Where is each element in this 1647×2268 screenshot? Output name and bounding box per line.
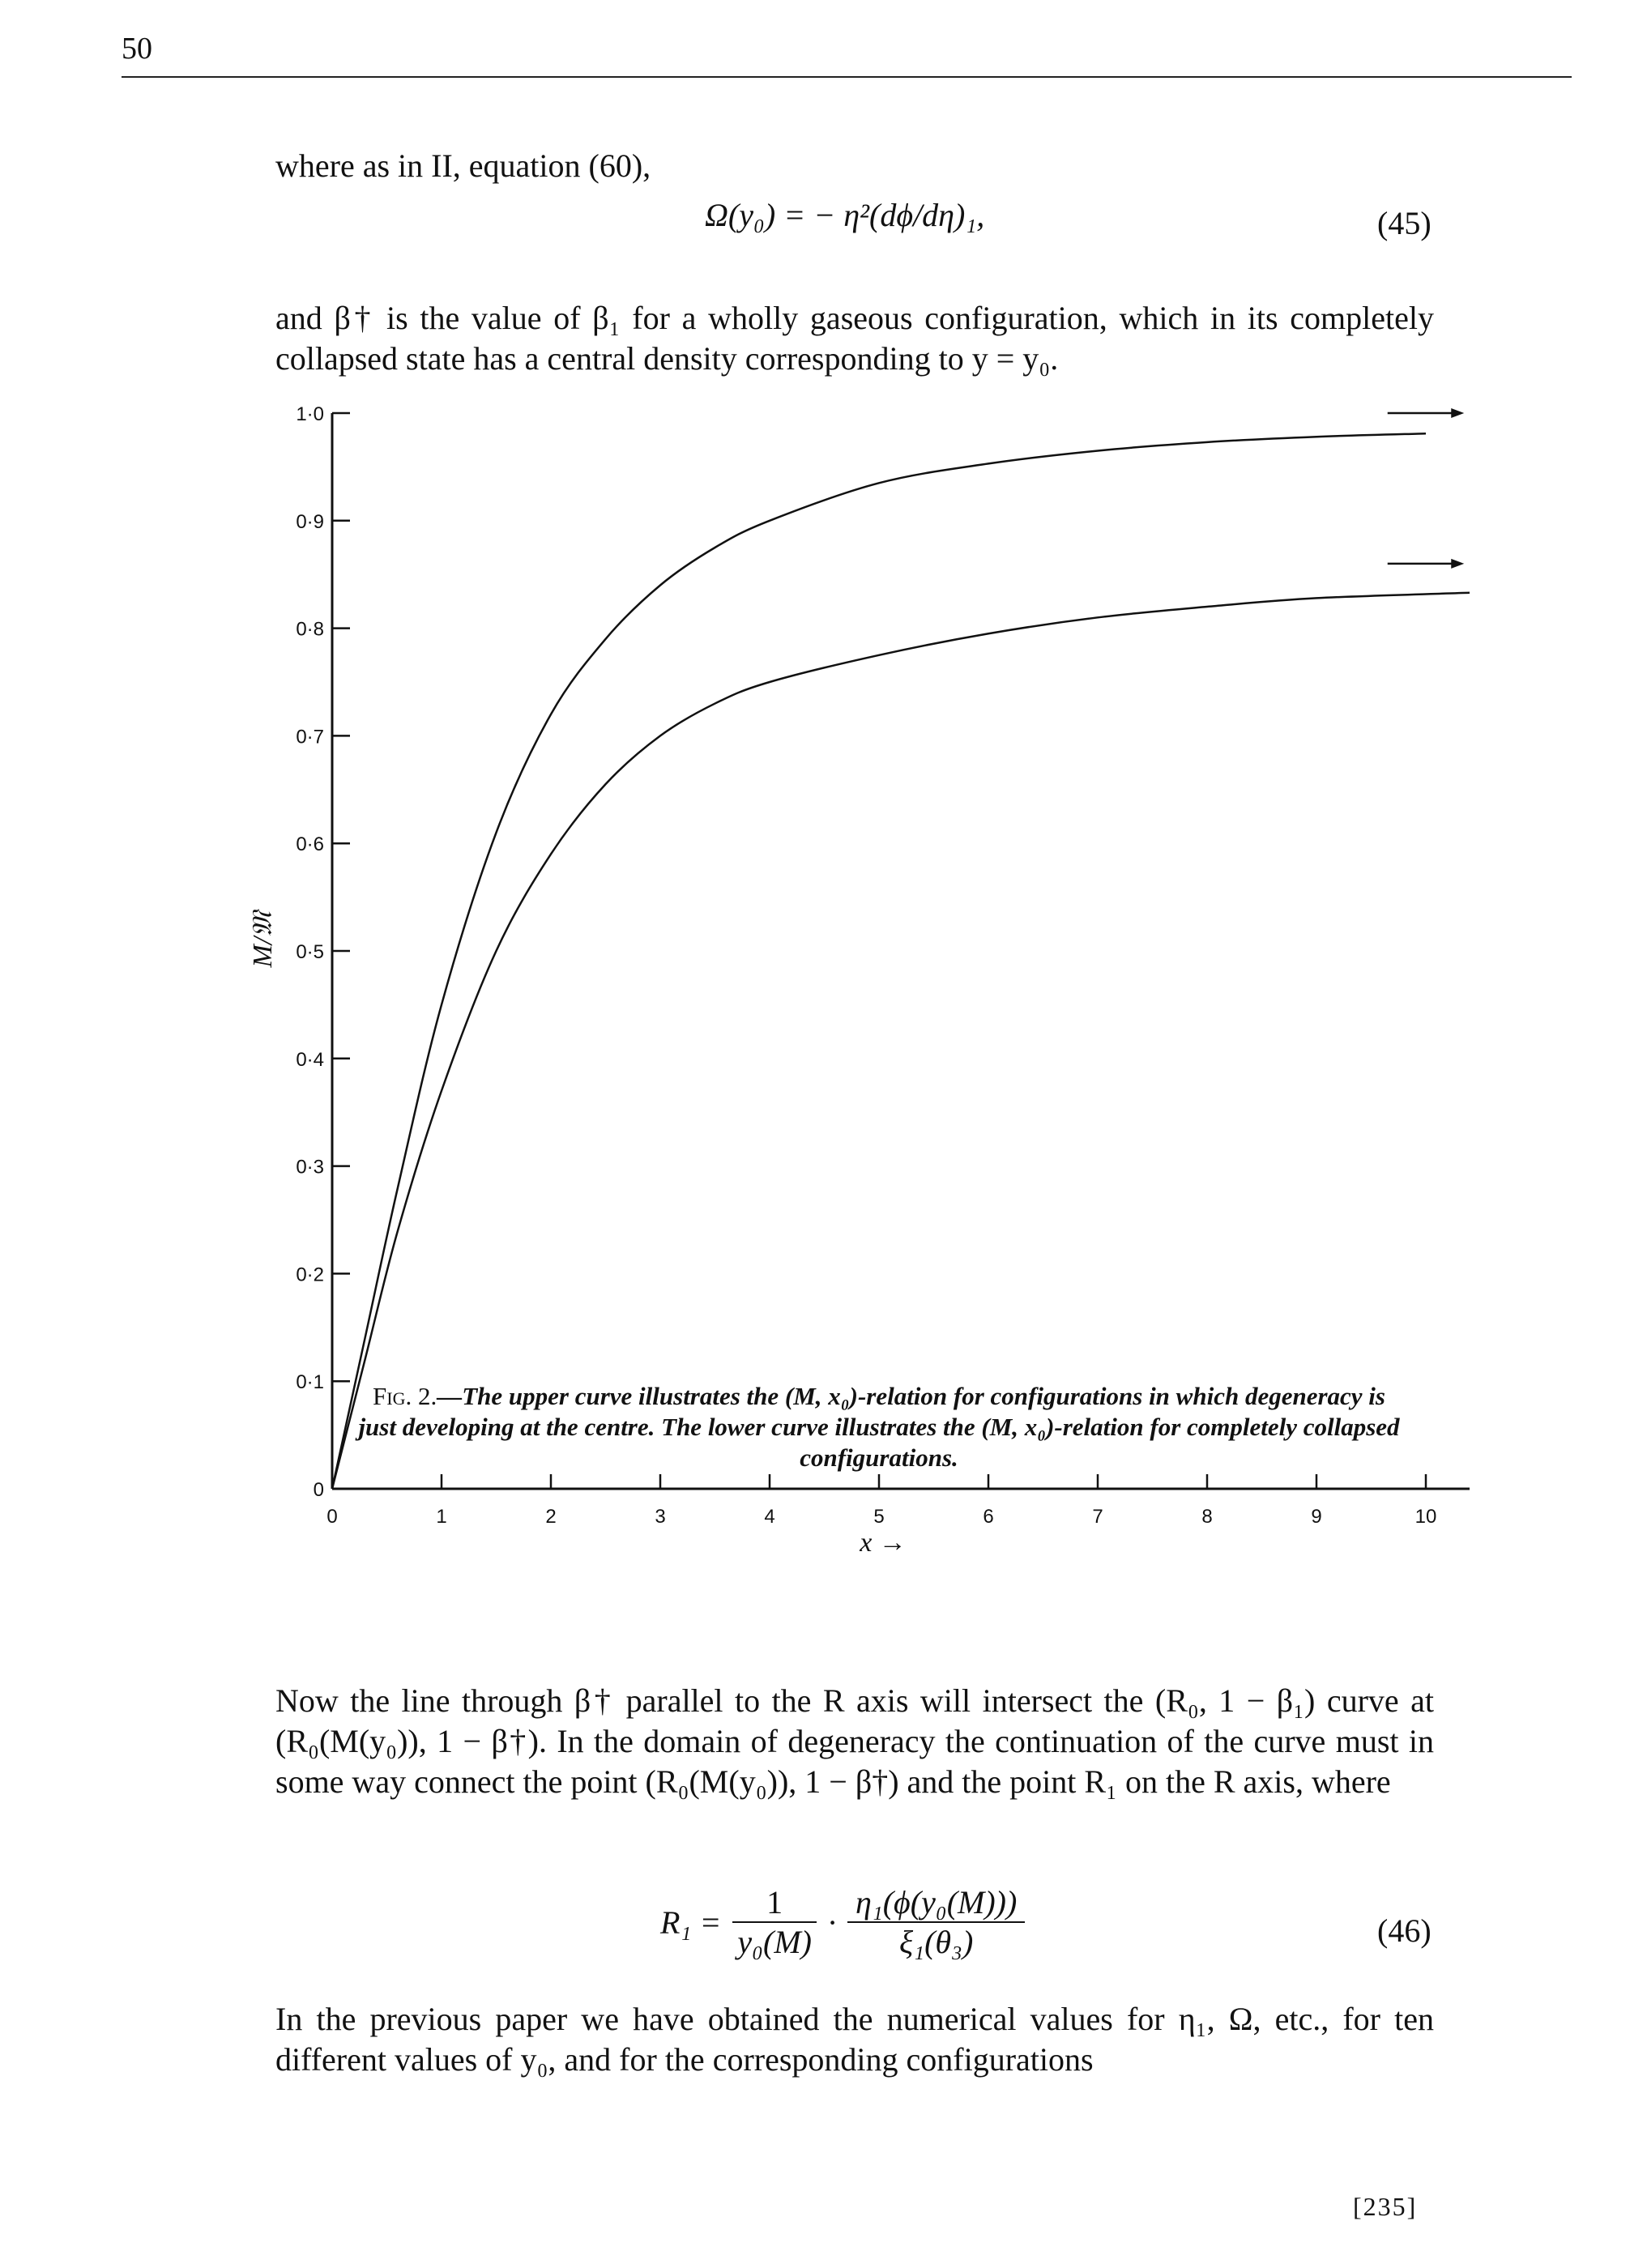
chart-series <box>332 433 1470 1489</box>
y-tick-label: 0·6 <box>296 833 324 856</box>
asymptote-arrow-head <box>1451 559 1464 569</box>
y-tick-label: 0·3 <box>296 1156 324 1179</box>
chart-axes <box>332 413 1470 1489</box>
y-axis-label: M/𝔐 <box>248 911 278 968</box>
equation-45: Ω(y₀) = − η²(dϕ/dη)₁, <box>705 197 985 233</box>
x-tick-label: 5 <box>873 1506 885 1528</box>
page-number: 50 <box>122 32 152 66</box>
upper-curve <box>332 433 1426 1489</box>
eq46-frac2-denominator: ξ₁(θ₃) <box>899 1924 974 1960</box>
x-tick-label: 6 <box>983 1506 994 1528</box>
y-tick-label: 0·4 <box>296 1048 324 1071</box>
y-tick-label: 0·9 <box>296 510 324 533</box>
chart-arrows <box>1388 408 1465 569</box>
equation-46 <box>660 1883 1025 1961</box>
equation-46-number: (46) <box>1377 1912 1432 1949</box>
equation-45-number: (45) <box>1377 205 1432 241</box>
x-tick-label: 10 <box>1414 1506 1437 1528</box>
x-tick-label: 7 <box>1092 1506 1103 1528</box>
x-tick-label: 2 <box>545 1506 557 1528</box>
caption-text: —The upper curve illustrates the (M, x₀)-relation for configurations in which degeneracy is just developing at the centre. The lower curve illustrates the (M, x₀)-relation for completely collapsed configurations. <box>358 1382 1400 1472</box>
lower-curve <box>332 593 1470 1489</box>
eq46-dot: · <box>827 1904 836 1941</box>
eq46-lhs: R₁ = <box>660 1904 722 1941</box>
x-tick-label: 0 <box>326 1506 338 1528</box>
x-tick-label: 8 <box>1201 1506 1213 1528</box>
y-tick-label: 0·2 <box>296 1264 324 1286</box>
paragraph-intro: where as in II, equation (60), <box>275 147 651 184</box>
x-tick-label: 3 <box>655 1506 666 1528</box>
eq46-fraction-2 <box>847 1883 1025 1961</box>
paragraph-beta-dagger: and β† is the value of β₁ for a wholly gaseous configuration, which in its completely collapsed state has a central density corresponding to y = y₀. <box>275 300 1434 377</box>
y-tick-label: 0·7 <box>296 726 324 748</box>
paragraph-previous-paper: In the previous paper we have obtained the numerical values for η₁, Ω, etc., for ten different values of y₀, and for the corresponding configurations <box>275 2001 1434 2078</box>
x-tick-label: 1 <box>436 1506 447 1528</box>
eq46-frac1-denominator: y₀(M) <box>737 1924 812 1960</box>
y-tick-label: 0·8 <box>296 618 324 641</box>
y-tick-label: 1·0 <box>296 403 324 425</box>
figure-caption <box>356 1381 1402 1473</box>
paragraph-line-through: Now the line through β† parallel to the R axis will intersect the (R₀, 1 − β₁) curve at (R₀(M(y₀)), 1 − β†). In the domain of degeneracy the continuation of the curve must in some way connect the point (R₀(M(y₀)), 1 − β†) and the point R₁ on the R axis, where <box>275 1682 1434 1800</box>
x-tick-label: 9 <box>1311 1506 1322 1528</box>
eq46-fraction-1 <box>732 1883 817 1961</box>
asymptote-arrow-head <box>1451 408 1464 418</box>
eq46-frac2-numerator: η₁(ϕ(y₀(M))) <box>847 1883 1025 1923</box>
y-tick-label: 0·1 <box>296 1371 324 1394</box>
y-tick-label: 0 <box>313 1479 324 1501</box>
x-tick-label: 4 <box>764 1506 775 1528</box>
chart-ticks <box>296 403 1436 1528</box>
caption-label: Fig. 2. <box>373 1382 437 1410</box>
footer-page-ref: [235] <box>1353 2192 1418 2221</box>
eq46-frac1-numerator: 1 <box>732 1883 817 1923</box>
x-axis-label: x → <box>860 1528 907 1558</box>
y-tick-label: 0·5 <box>296 941 324 963</box>
